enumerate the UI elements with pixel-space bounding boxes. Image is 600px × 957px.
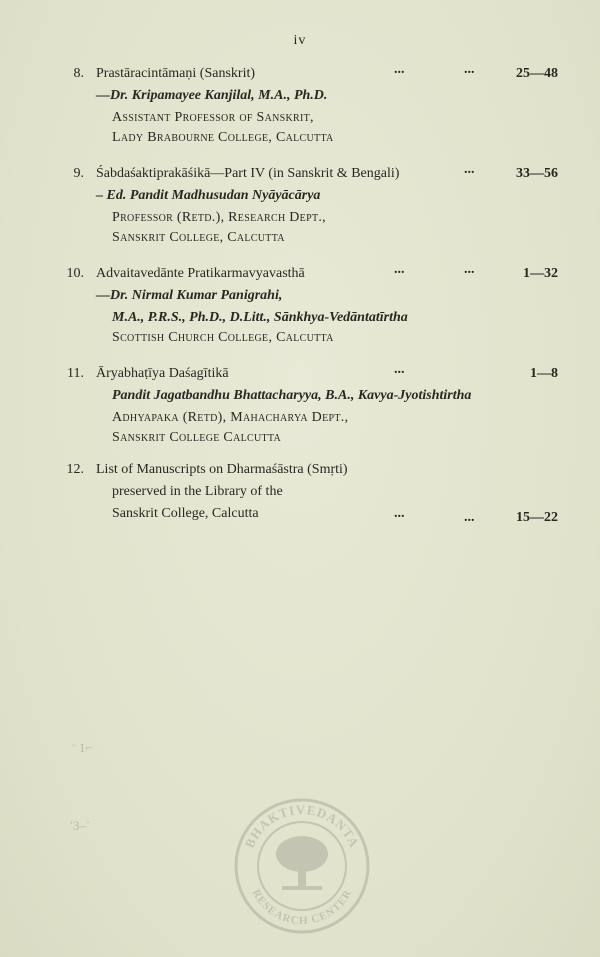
entry-number: 10. — [66, 266, 84, 281]
leader-dots: ... — [464, 62, 475, 77]
entry-title: List of Manuscripts on Dharmaśāstra (Smṛti) — [96, 462, 348, 477]
page-range: 1—8 — [530, 366, 558, 381]
entry-affiliation: Adhyapaka (Retd), Mahacharya Dept., — [112, 410, 349, 425]
entry-title: Prastāracintāmaṇi (Sanskrit) — [96, 66, 256, 81]
entry-author: Pandit Jagatbandhu Bhattacharyya, B.A., Kavya-Jyotishtirtha — [112, 388, 472, 403]
entry-title: Śabdaśaktiprakāśikā—Part IV (in Sanskrit & Bengali) — [96, 166, 400, 181]
bleed-through-mark: ʹ3–ˈ — [70, 818, 91, 833]
page-number: iv — [293, 33, 307, 48]
tree-icon — [276, 836, 328, 890]
leader-dots: ... — [394, 362, 405, 377]
entry-number: 8. — [73, 66, 84, 81]
leader-dots: ... — [464, 162, 475, 177]
page-range: 33—56 — [516, 166, 558, 181]
page-range: 15—22 — [516, 510, 558, 525]
entry-number: 11. — [67, 366, 84, 381]
leader-dots: ... — [394, 62, 405, 77]
entry-title: Āryabhaṭīya Daśagītikā — [96, 366, 229, 381]
entry-affiliation: Sanskrit College Calcutta — [112, 430, 282, 445]
leader-dots: ... — [464, 262, 475, 277]
entry-affiliation: Sanskrit College, Calcutta — [112, 230, 285, 245]
entry-description: Sanskrit College, Calcutta — [112, 506, 259, 521]
entry-affiliation: Lady Brabourne College, Calcutta — [112, 130, 334, 145]
leader-dots: ... — [394, 262, 405, 277]
entry-number: 9. — [73, 166, 84, 181]
seal-text-top: BHAKTIVEDANTA — [241, 801, 363, 851]
page-range: 25—48 — [516, 66, 558, 81]
entry-description: preserved in the Library of the — [112, 484, 283, 499]
entry-number: 12. — [66, 462, 84, 477]
entry-qualifications: M.A., P.R.S., Ph.D., D.Litt., Sānkhya-Vedāntatīrtha — [112, 310, 408, 325]
entry-title: Advaitavedānte Pratikarmavyavasthā — [96, 266, 305, 281]
entry-affiliation: Scottish Church College, Calcutta — [112, 330, 334, 345]
page-range: 1—32 — [523, 266, 558, 281]
bleed-through-mark: ᵔ 1⌐ — [72, 740, 93, 755]
entry-affiliation: Assistant Professor of Sanskrit, — [112, 110, 314, 125]
entry-author: —Dr. Kripamayee Kanjilal, M.A., Ph.D. — [96, 88, 328, 103]
leader-dots: ... — [464, 510, 475, 525]
entry-affiliation: Professor (Retd.), Research Dept., — [112, 210, 326, 225]
library-seal-watermark — [232, 796, 372, 936]
entry-author: – Ed. Pandit Madhusudan Nyāyācārya — [96, 188, 321, 203]
leader-dots: ... — [394, 506, 405, 521]
seal-text-bottom: RESEARCH CENTER — [249, 887, 355, 928]
entry-author: —Dr. Nirmal Kumar Panigrahi, — [96, 288, 283, 303]
